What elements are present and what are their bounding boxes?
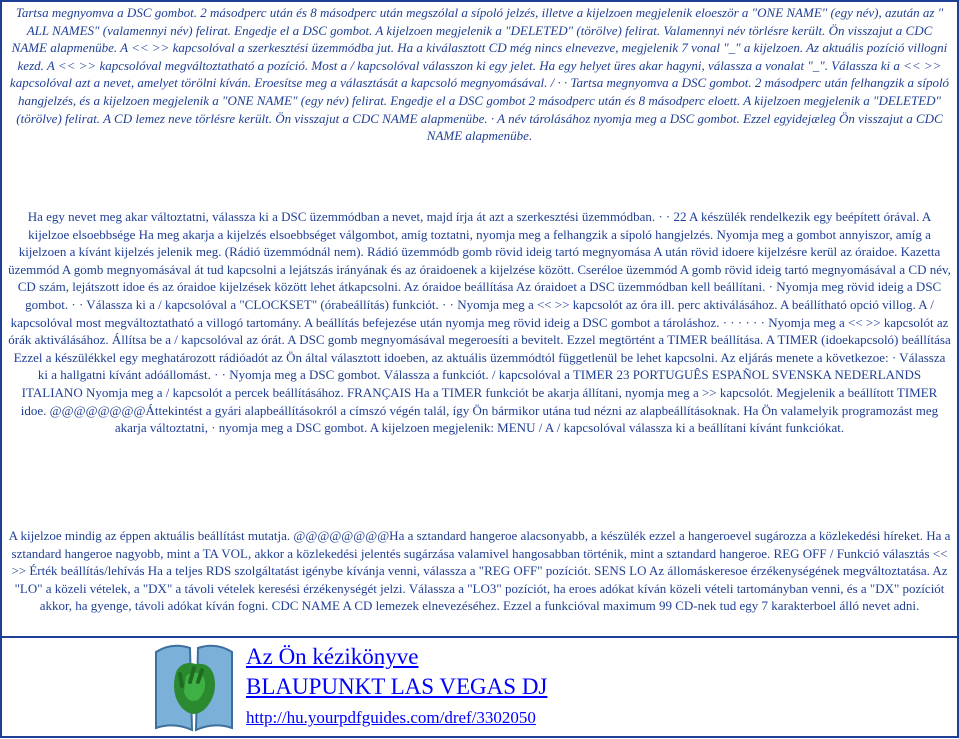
paragraph-1: Tartsa megnyomva a DSC gombot. 2 másodperc után és 8 másodperc után megszólal a sípoló jelzés, illetve a kijelzoen megjelenik eloeször a "ONE NAME" (egy név), azután az " ALL NAMES" (valamennyi név) felirat. Engedje el a DSC gombot. A kijelzoen megjelenik a "DELETED" (törölve) felirat. Valamennyi név törlésre került. Ön visszajut a CDC NAME alapmenübe. A << >> kapcsolóval a szerkesztési üzemmódba jut. Ha a kiválasztott CD még nincs elnevezve, megjelenik 7 vonal "_" a kijelzoen. Az aktuális pozíció villogni kezd. A << >> kapcsolóval megváltoztatható a pozíció. Most a / kapcsolóval válasszon ki egy jelet. Ha egy helyet üres akar hagyni, válassza a vonalat "_". Válassza ki a << >> kapcsolóval azt a nevet, amelyet törölni kíván. Eroesítse meg a választását a kapcsoló megnyomásával. / · · Tartsa megnyomva a DSC gombot. 2 másodperc után felhangzik a sípoló hangjelzés, és a kijelzoen megjelenik a "ONE NAME" (egy név) felirat. Engedje el a DSC gombot 2 másodperc után és 8 másodperc eloett. A kijelzoen megjelenik a "DELETED" (törölve) felirat. A CD lemez neve törlésre került. Ön visszajut a CDC NAME alapmenübe. · A név tárolásához nyomja meg a DSC gombot. Ezzel egyidejæleg Ön visszajut a CDC NAME alapmenübe.: [9, 5, 950, 144]
manual-title-link[interactable]: Az Ön kézikönyve: [246, 644, 419, 669]
manual-links: [246, 642, 547, 730]
manual-url-link[interactable]: http://hu.yourpdfguides.com/dref/3302050: [246, 708, 536, 727]
footer: [2, 638, 957, 736]
paragraph-2: Ha egy nevet meg akar változtatni, válassza ki a DSC üzemmódban a nevet, majd írja át azt a szerkesztési üzemmódban. · · 22 A készülék rendelkezik egy beépített órával. A kijelzoe elsoebbsége Ha meg akarja a kijelzés elsoebbséget válgombot, amíg toztatni, nyomja meg a felhangzik a sípoló hangjelzés. Nyomja meg a gombot annyiszor, amíg a kijelzoen a kívánt kijelzés jelenik meg. (Rádió üzemmódnál nem). Rádió üzemmódb gomb rövid ideig tartó megnyomása A után rövid idoere kijelzésre kerül az óraidoe. Kazetta üzemmód A gomb megnyomásával át tud kapcsolni a lejátszás irányának és az óraidoenek a kijelzése között. Cseréloe üzemmód A gomb rövid ideig tartó megnyomásával a CD név, CD szám, lejátszott idoe és az óraidoe kijelzések között lehet átkapcsolni. Az óraidoe beállítása Az óraidoet a DSC üzemmódban kell beállítani. · Nyomja meg rövid ideig a DSC gombot. · · Válassza ki a / kapcsolóval a "CLOCKSET" (órabeállítás) funkciót. · · Nyomja meg a << >> kapcsolót az óra ill. perc aktiválásához. A beállítható opció villog. A / kapcsolóval most megváltoztatható a villogó tartomány. A beállítás befejezése után nyomja meg rövid ideig a DSC gombot a tároláshoz. · · · · · · Nyomja meg a << >> kapcsolót az órák aktiválásához. Állítsa be a / kapcsolóval az órát. A DSC gomb megnyomásával megeroesíti a bevitelt. Ezzel megtörtént a TIMER beállítása. A TIMER (idoekapcsoló) beállítása Ezzel a készülékkel egy meghatározott rádióadót az Ön által választott idoeben, az aktuális üzemmódtól függetlenül be lehet kapcsolni. Az eljárás menete a következoe: · Válassza ki a hallgatni kívánt adóállomást. · · Nyomja meg a DSC gombot. Válassza a funkciót. / kapcsolóval a TIMER 23 PORTUGUÊS ESPAÑOL SVENSKA NEDERLANDS ITALIANO Nyomja meg a / kapcsolót a percek beállításához. FRANÇAIS Ha a TIMER funkciót be akarja állítani, nyomja meg a >> kapcsolót. Megjelenik a beállított TIMER idoe. @@@@@@@@Áttekintést a gyári alapbeállításokról a címszó végén talál, így Ön bármikor utána tud nézni az alapbeállításoknak. Ha Ön valamelyik programozást meg akarja változtatni, · nyomja meg a DSC gombot. A kijelzoen megjelenik: MENU / A / kapcsolóval válassza ki a beállítani kívánt funkciókat.: [8, 209, 951, 436]
hand-book-logo-icon: [152, 642, 236, 734]
paragraph-3: A kijelzoe mindig az éppen aktuális beállítást mutatja. @@@@@@@@Ha a sztandard hangeroe alacsonyabb, a készülék ezzel a hangeroevel sugározza a közlekedési híreket. Ha a sztandard hangeroe nagyobb, mint a TA VOL, akkor a közlekedési jelentés sugárzása valamivel hangosabban történik, mint a sztandard hangeroe. REG OFF / Funkció választás << >> Érték beállítás/lehívás Ha a teljes RDS szolgáltatást igénybe kívánja venni, válassza a "REG OFF" pozíciót. SENS LO Az állomáskeresoe érzékenységének megváltoztatása. Az "LO" a közeli vételek, a "DX" a távoli vételek keresési érzékenységét jelzi. Válassza a "LO3" pozíciót, ha eroes adókat kíván közeli vételi tartományban venni, és a "DX" pozíciót akkor, ha gyenge, távoli adókat kíván fogni. CDC NAME A CD lemezek elnevezéséhez. Ezzel a funkcióval maximum 99 CD-nek tud egy 7 karakterboel álló nevet adni.: [8, 528, 951, 614]
manual-product-link[interactable]: BLAUPUNKT LAS VEGAS DJ: [246, 674, 548, 699]
